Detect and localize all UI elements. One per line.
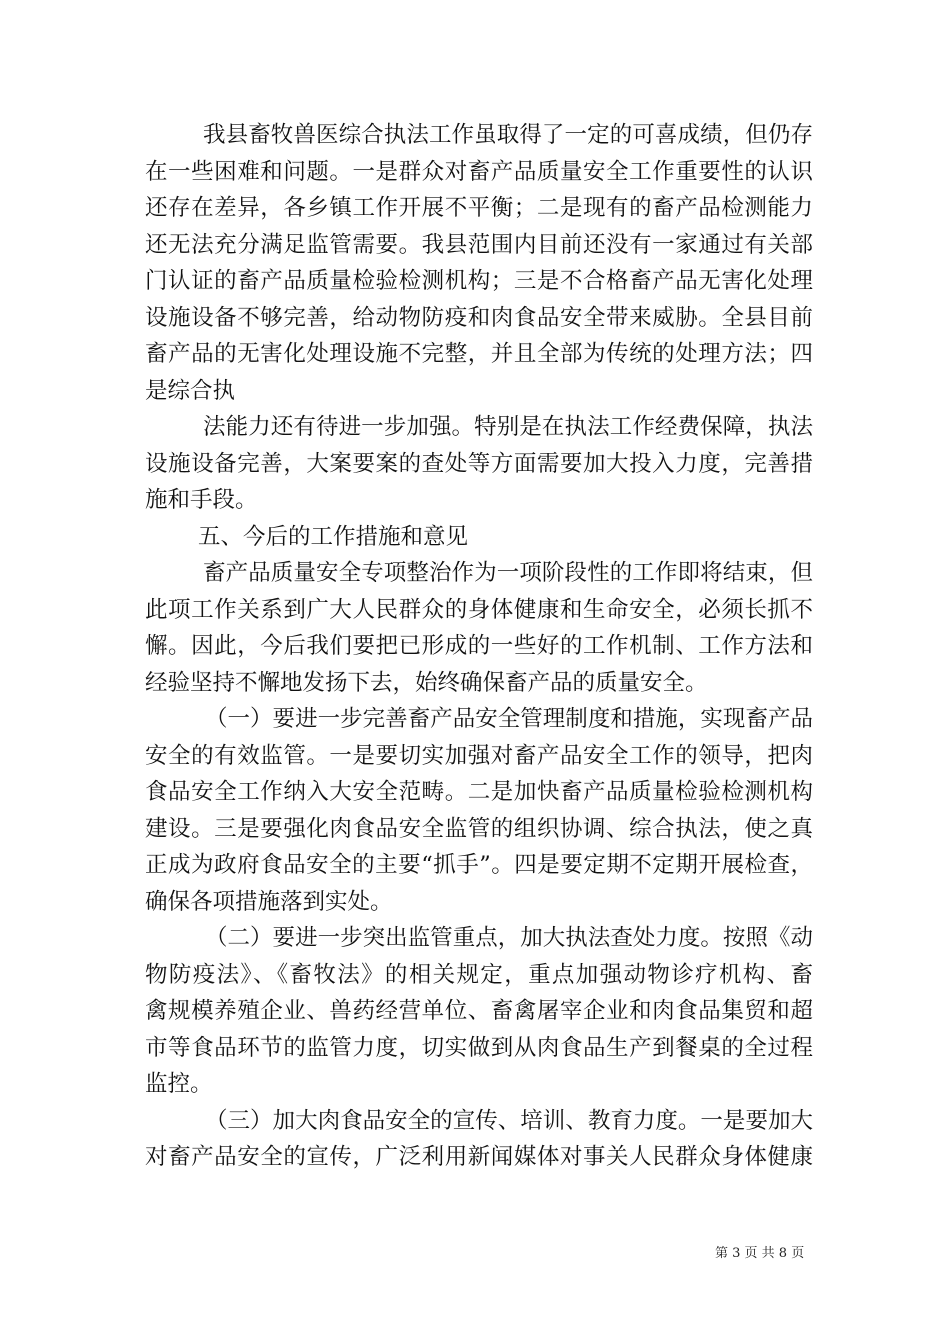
paragraph-line: 安全的有效监管。一是要切实加强对畜产品安全工作的领导，把肉 bbox=[145, 742, 813, 769]
paragraph-line: 门认证的畜产品质量检验检测机构；三是不合格畜产品无害化处理 bbox=[145, 268, 813, 294]
paragraph-line: 设施设备不够完善，给动物防疫和肉食品安全带来威胁。全县目前 bbox=[145, 304, 813, 331]
paragraph-line: 此项工作关系到广大人民群众的身体健康和生命安全，必须长抓不 bbox=[145, 596, 813, 623]
paragraph-line: 确保各项措施落到实处。 bbox=[145, 888, 393, 915]
page-number: 第 3 页 共 8 页 bbox=[715, 1246, 805, 1261]
paragraph-line: 施和手段。 bbox=[145, 487, 258, 513]
paragraph-line: 我县畜牧兽医综合执法工作虽取得了一定的可喜成绩，但仍存 bbox=[203, 122, 813, 148]
paragraph-line: 经验坚持不懈地发扬下去，始终确保畜产品的质量安全。 bbox=[145, 669, 708, 696]
document-body bbox=[145, 117, 813, 1176]
paragraph-line: 食品安全工作纳入大安全范畴。二是加快畜产品质量检验检测机构 bbox=[145, 779, 813, 805]
paragraph-line: 法能力还有待进一步加强。特别是在执法工作经费保障，执法 bbox=[203, 414, 813, 440]
paragraph-line: （二）要进一步突出监管重点，加大执法查处力度。按照《动 bbox=[205, 925, 813, 951]
paragraph-line: 还存在差异，各乡镇工作开展不平衡；二是现有的畜产品检测能力 bbox=[145, 195, 813, 221]
paragraph-line: 畜产品的无害化处理设施不完整，并且全部为传统的处理方法；四 bbox=[145, 341, 813, 367]
paragraph-line: 对畜产品安全的宣传，广泛利用新闻媒体对事关人民群众身体健康 bbox=[145, 1144, 813, 1170]
section-heading: 五、今后的工作措施和意见 bbox=[198, 523, 469, 550]
paragraph-line: 建设。三是要强化肉食品安全监管的组织协调、综合执法，使之真 bbox=[145, 815, 813, 842]
paragraph-line: 监控。 bbox=[145, 1071, 213, 1097]
paragraph-line: 畜产品质量安全专项整治作为一项阶段性的工作即将结束，但 bbox=[203, 560, 813, 586]
paragraph-line: （三）加大肉食品安全的宣传、培训、教育力度。一是要加大 bbox=[205, 1107, 813, 1134]
paragraph-line: 还无法充分满足监管需要。我县范围内目前还没有一家通过有关部 bbox=[145, 231, 813, 258]
paragraph-line: 在一些困难和问题。一是群众对畜产品质量安全工作重要性的认识 bbox=[145, 158, 813, 185]
paragraph-line: 设施设备完善，大案要案的查处等方面需要加大投入力度，完善措 bbox=[145, 450, 813, 477]
paragraph-line: 物防疫法》、《畜牧法》的相关规定，重点加强动物诊疗机构、畜 bbox=[145, 961, 813, 988]
paragraph-line: 正成为政府食品安全的主要“抓手”。四是要定期不定期开展检查， bbox=[145, 852, 813, 878]
paragraph-line: 懈。因此，今后我们要把已形成的一些好的工作机制、工作方法和 bbox=[145, 633, 813, 659]
paragraph-line: 市等食品环节的监管力度，切实做到从肉食品生产到餐桌的全过程 bbox=[145, 1034, 813, 1061]
paragraph-line: （一）要进一步完善畜产品安全管理制度和措施，实现畜产品 bbox=[205, 706, 813, 732]
paragraph-line: 是综合执 bbox=[145, 377, 236, 404]
paragraph-line: 禽规模养殖企业、兽药经营单位、畜禽屠宰企业和肉食品集贸和超 bbox=[145, 998, 813, 1024]
